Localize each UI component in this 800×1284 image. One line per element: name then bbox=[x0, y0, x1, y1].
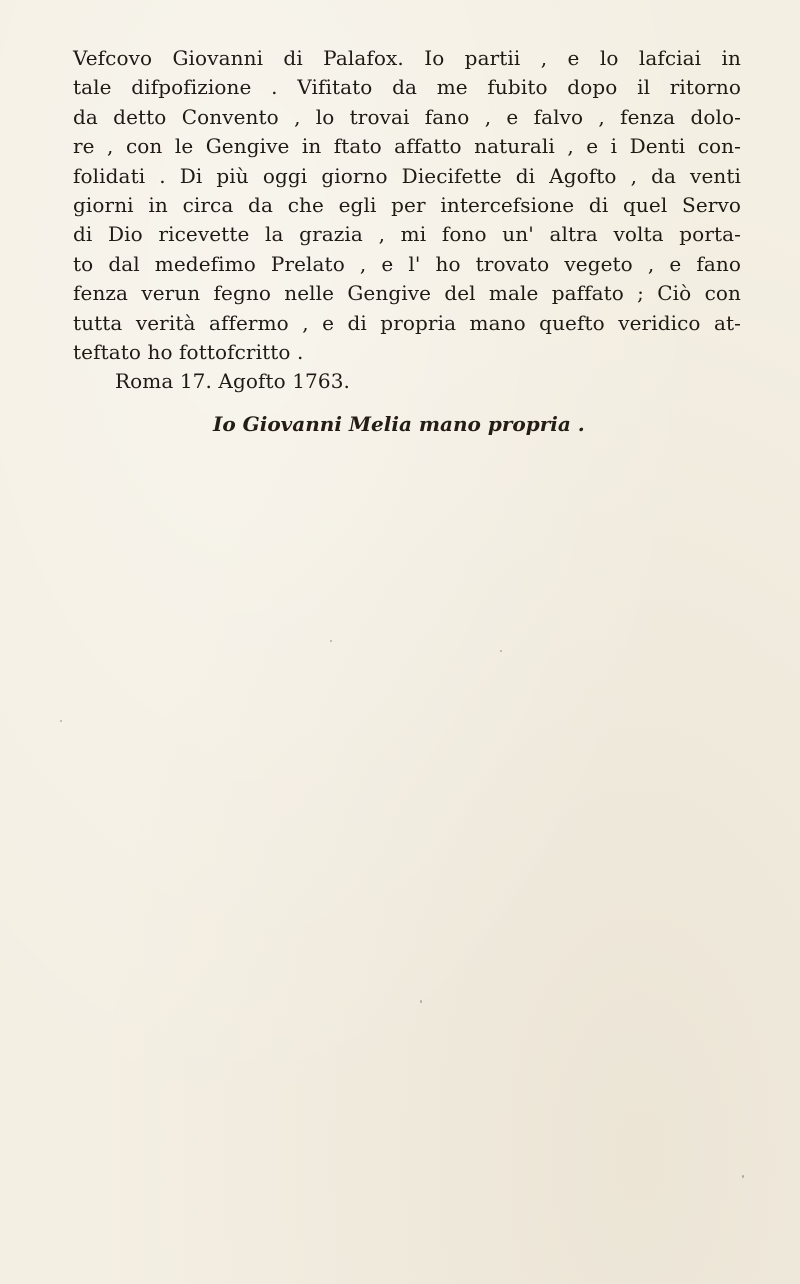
body-line-10: tutta verità affermo , e di propria mano quefto veridico at- bbox=[73, 310, 741, 335]
body-line-1: Vefcovo Giovanni di Palafox. Io partii , e lo lafciai in bbox=[73, 46, 741, 70]
body-line-7: di Dio ricevette la grazia , mi fono un' altra volta porta- bbox=[73, 222, 741, 247]
paper-speck bbox=[60, 720, 62, 722]
paper-speck bbox=[330, 640, 332, 642]
body-line-6: giorni in circa da che egli per intercefsione di quel Servo bbox=[73, 192, 741, 217]
paper-speck bbox=[500, 650, 502, 652]
document-body bbox=[73, 44, 741, 439]
body-line-9: fenza verun fegno nelle Gengive del male paffato ; Ciò con bbox=[73, 281, 741, 306]
body-line-5: folidati . Di più oggi giorno Diecifette di Agofto , da venti bbox=[73, 163, 741, 188]
body-line-2: tale difpofizione . Vifitato da me fubito dopo il ritorno bbox=[73, 75, 741, 100]
paper-speck bbox=[742, 1175, 744, 1178]
place-date: Roma 17. Agofto 1763. bbox=[115, 369, 350, 394]
paper-speck bbox=[420, 1000, 422, 1003]
signature: Io Giovanni Melia mano propria . bbox=[213, 411, 585, 436]
body-line-3: da detto Convento , lo trovai fano , e falvo , fenza dolo- bbox=[73, 104, 741, 129]
body-line-4: re , con le Gengive in ftato affatto naturali , e i Denti con- bbox=[73, 134, 741, 159]
body-line-8: to dal medefimo Prelato , e l' ho trovato vegeto , e fano bbox=[73, 251, 741, 276]
body-line-11: teftato ho fottofcritto . bbox=[73, 339, 304, 364]
